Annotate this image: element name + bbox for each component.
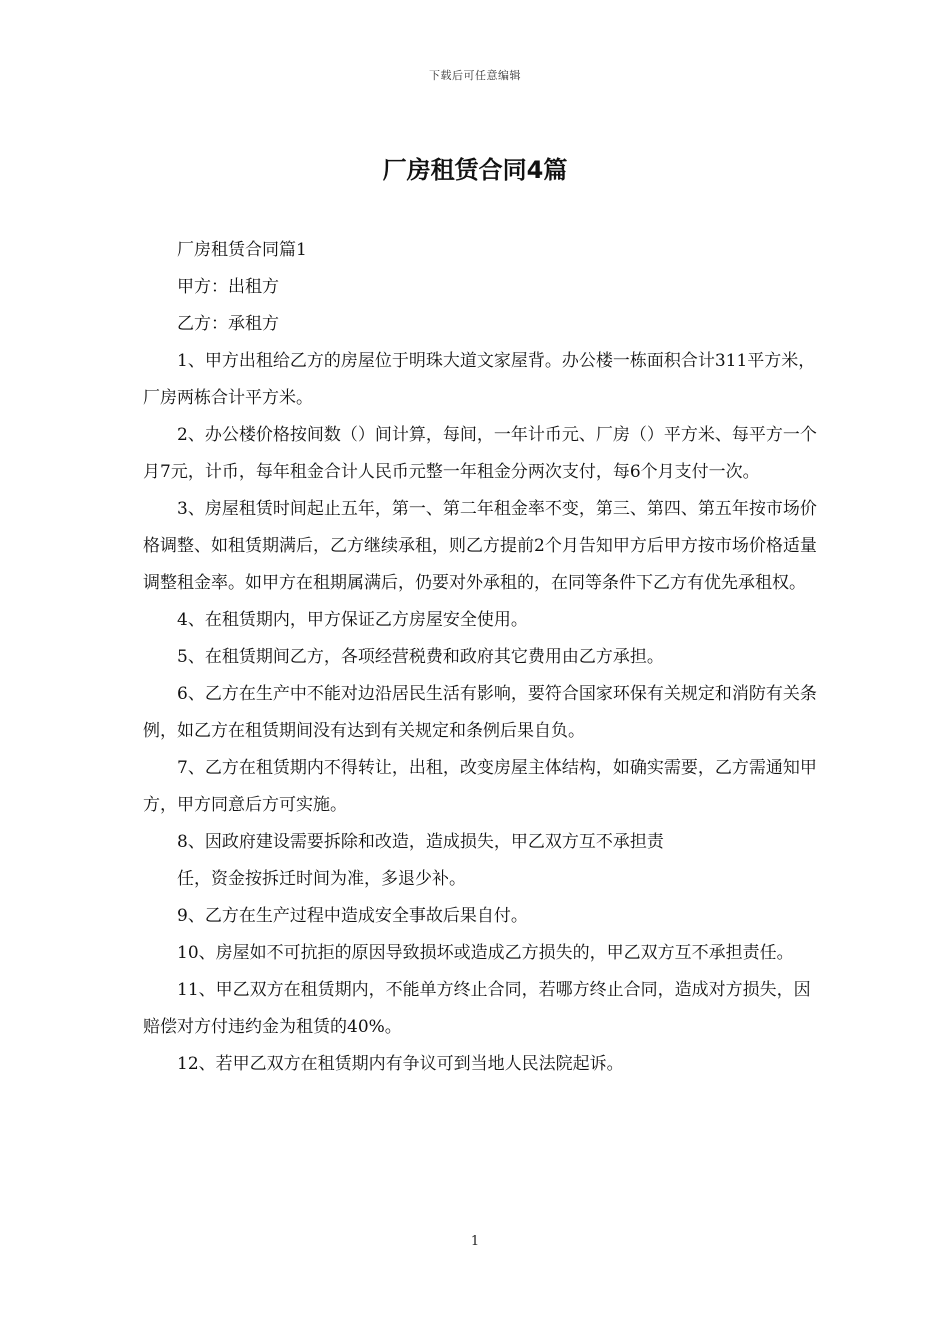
document-body [143,232,823,1083]
clause-7: 7、乙方在租赁期内不得转让，出租，改变房屋主体结构，如确实需要，乙方需通知甲方，甲方同意后方可实施。 [143,758,817,815]
clause-10: 10、房屋如不可抗拒的原因导致损坏或造成乙方损失的，甲乙双方互不承担责任。 [177,943,794,963]
section-heading: 厂房租赁合同篇1 [177,240,307,260]
header-note: 下载后可任意编辑 [429,69,521,82]
clause-6: 6、乙方在生产中不能对边沿居民生活有影响，要符合国家环保有关规定和消防有关条例，如乙方在租赁期间没有达到有关规定和条例后果自负。 [143,684,817,741]
clause-8: 8、因政府建设需要拆除和改造，造成损失，甲乙双方互不承担责 [177,832,664,852]
clause-2: 2、办公楼价格按间数（）间计算，每间，一年计币元、厂房（）平方米、每平方一个月7元，计币，每年租金合计人民币元整一年租金分两次支付，每6个月支付一次。 [143,425,817,482]
clause-11: 11、甲乙双方在租赁期内，不能单方终止合同，若哪方终止合同，造成对方损失，因赔偿对方付违约金为租赁的40%。 [143,980,811,1037]
clause-4: 4、在租赁期内，甲方保证乙方房屋安全使用。 [177,610,528,630]
party-a-line: 甲方：出租方 [177,277,279,297]
clause-3: 3、房屋租赁时间起止五年，第一、第二年租金率不变，第三、第四、第五年按市场价格调整、如租赁期满后，乙方继续承租，则乙方提前2个月告知甲方后甲方按市场价格适量调整租金率。如甲方在租期属满后，仍要对外承租的，在同等条件下乙方有优先承租权。 [143,499,817,593]
document-title: 厂房租赁合同4篇 [382,156,568,184]
clause-8-continued: 任，资金按拆迁时间为准，多退少补。 [177,869,466,889]
clause-12: 12、若甲乙双方在租赁期内有争议可到当地人民法院起诉。 [177,1054,624,1074]
clause-1: 1、甲方出租给乙方的房屋位于明珠大道文家屋背。办公楼一栋面积合计311平方米，厂房两栋合计平方米。 [143,351,816,408]
page-number: 1 [470,1234,480,1249]
clause-5: 5、在租赁期间乙方，各项经营税费和政府其它费用由乙方承担。 [177,647,664,667]
party-b-line: 乙方：承租方 [177,314,279,334]
clause-9: 9、乙方在生产过程中造成安全事故后果自付。 [177,906,528,926]
